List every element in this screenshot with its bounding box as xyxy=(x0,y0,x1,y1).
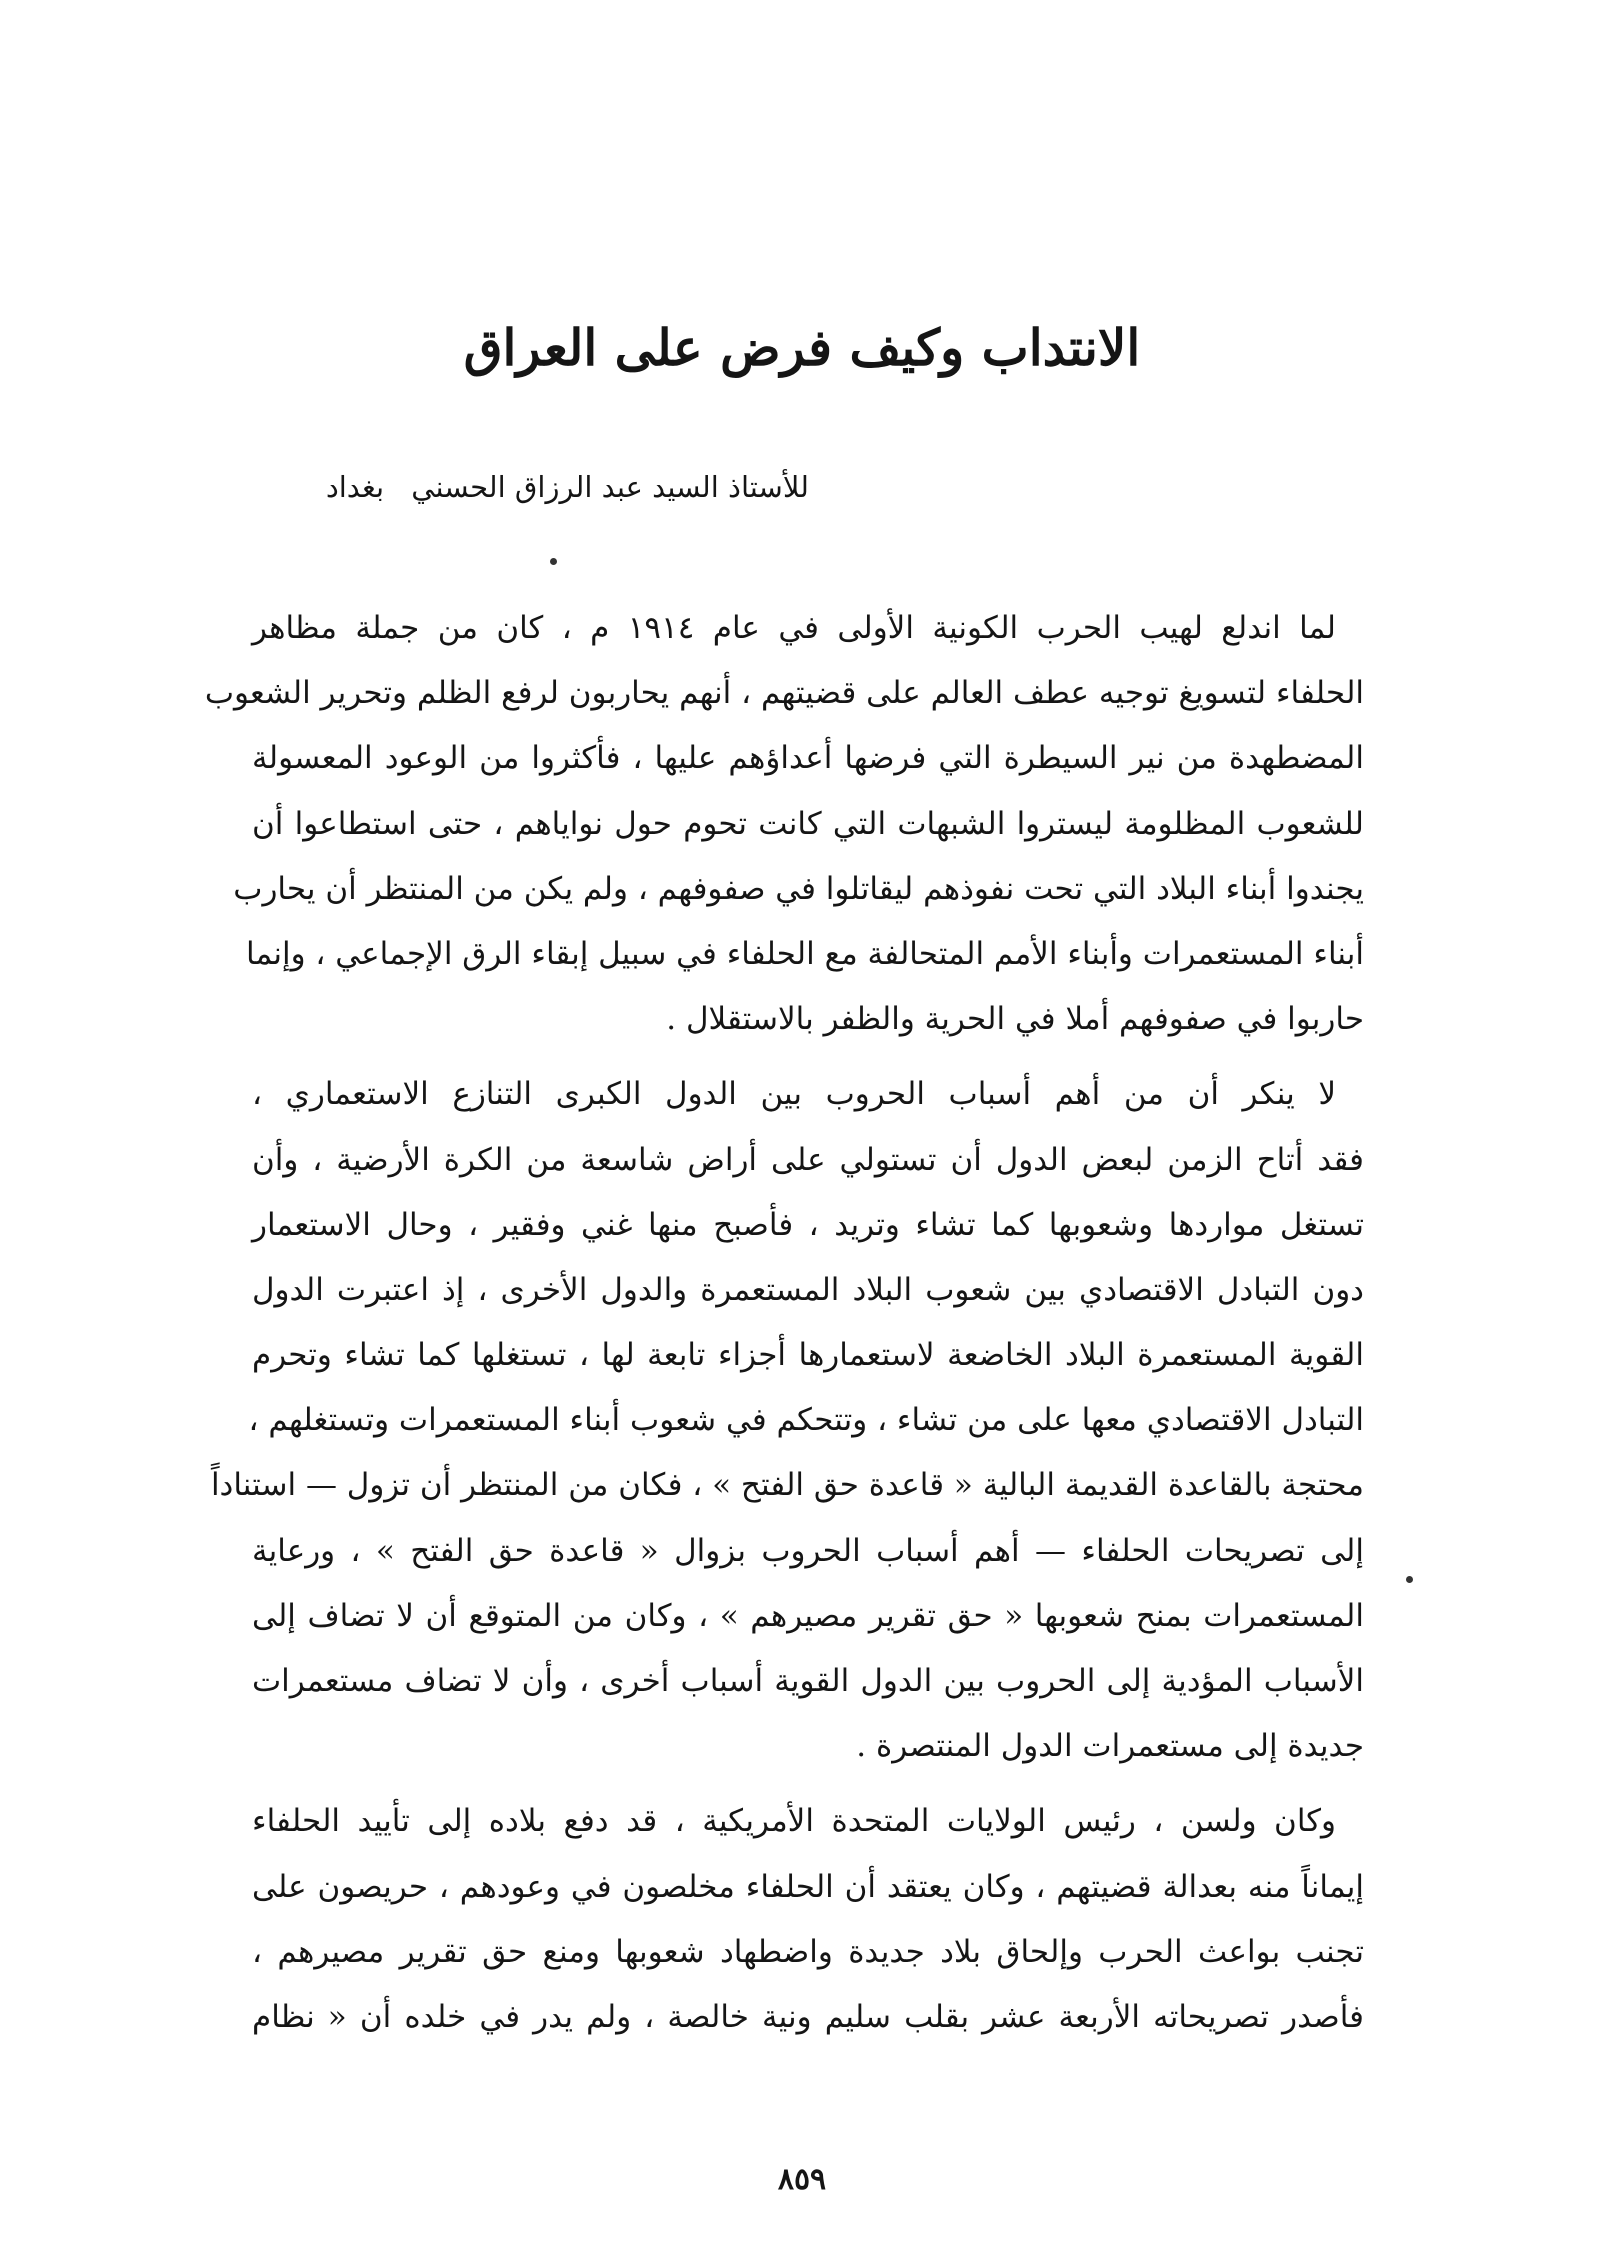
article-body xyxy=(204,596,1364,2050)
text-line: إلى تصريحات الحلفاء — أهم أسباب الحروب بزوال « قاعدة حق الفتح » ، ورعاية xyxy=(252,1532,1364,1569)
scan-speck xyxy=(550,558,557,565)
text-line: جديدة إلى مستعمرات الدول المنتصرة . xyxy=(856,1728,1364,1765)
text-line: المستعمرات بمنح شعوبها « حق تقرير مصيرهم » ، وكان من المتوقع أن لا تضاف إلى xyxy=(252,1597,1364,1634)
text-line: لما اندلع لهيب الحرب الكونية الأولى في عام ١٩١٤ م ، كان من جملة مظاهر xyxy=(252,610,1336,646)
text-line: حاربوا في صفوفهم أملا في الحرية والظفر بالاستقلال . xyxy=(666,1001,1364,1038)
paragraph-3 xyxy=(252,1789,1364,2050)
text-line: دون التبادل الاقتصادي بين شعوب البلاد المستعمرة والدول الأخرى ، إذ اعتبرت الدول xyxy=(252,1271,1364,1308)
text-line: إيماناً منه بعدالة قضيتهم ، وكان يعتقد أن الحلفاء مخلصون في وعودهم ، حريصون على xyxy=(252,1868,1364,1905)
author-byline xyxy=(326,470,809,504)
text-line: التبادل الاقتصادي معها على من تشاء ، وتتحكم في شعوب أبناء المستعمرات وتستغلهم ، xyxy=(248,1402,1364,1439)
paragraph-1 xyxy=(204,596,1364,1052)
text-line: المضطهدة من نير السيطرة التي فرضها أعداؤهم عليها ، فأكثروا من الوعود المعسولة xyxy=(252,740,1364,777)
scan-speck xyxy=(1406,1576,1413,1583)
text-line: وكان ولسن ، رئيس الولايات المتحدة الأمريكية ، قد دفع بلاده إلى تأييد الحلفاء xyxy=(252,1803,1336,1840)
text-line: أبناء المستعمرات وأبناء الأمم المتحالفة مع الحلفاء في سبيل إبقاء الرق الإجماعي ، وإنما xyxy=(246,935,1364,972)
text-line: يجندوا أبناء البلاد التي تحت نفوذهم ليقاتلوا في صفوفهم ، ولم يكن من المنتظر أن يحارب xyxy=(233,870,1364,907)
text-line: الأسباب المؤدية إلى الحروب بين الدول القوية أسباب أخرى ، وأن لا تضاف مستعمرات xyxy=(252,1663,1364,1699)
text-line: تستغل مواردها وشعوبها كما تشاء وتريد ، فأصبح منها غني وفقير ، وحال الاستعمار xyxy=(252,1206,1364,1243)
page-number: ٨٥٩ xyxy=(777,2162,827,2197)
article-title: الانتداب وكيف فرض على العراق xyxy=(463,318,1141,377)
text-line: محتجة بالقاعدة القديمة البالية « قاعدة حق الفتح » ، فكان من المنتظر أن تزول — استناداً xyxy=(210,1467,1364,1504)
text-line: فقد أتاح الزمن لبعض الدول أن تستولي على أراض شاسعة من الكرة الأرضية ، وأن xyxy=(252,1141,1364,1178)
text-line: فأصدر تصريحاته الأربعة عشر بقلب سليم ونية خالصة ، ولم يدر في خلده أن « نظام xyxy=(252,1998,1364,2035)
text-line: لا ينكر أن من أهم أسباب الحروب بين الدول الكبرى التنازع الاستعماري ، xyxy=(252,1076,1336,1113)
text-line: تجنب بواعث الحرب وإلحاق بلاد جديدة واضطهاد شعوبها ومنع حق تقرير مصيرهم ، xyxy=(252,1933,1364,1970)
text-line: القوية المستعمرة البلاد الخاضعة لاستعمارها أجزاء تابعة لها ، تستغلها كما تشاء وتحرم xyxy=(252,1337,1364,1374)
text-line: الحلفاء لتسويغ توجيه عطف العالم على قضيتهم ، أنهم يحاربون لرفع الظلم وتحرير الشعوب xyxy=(204,675,1364,712)
paragraph-2 xyxy=(210,1062,1364,1779)
text-line: للشعوب المظلومة ليستروا الشبهات التي كانت تحوم حول نواياهم ، حتى استطاعوا أن xyxy=(252,805,1364,842)
author-city: بغداد xyxy=(325,470,385,504)
author-name: للأستاذ السيد عبد الرزاق الحسني xyxy=(411,470,809,504)
